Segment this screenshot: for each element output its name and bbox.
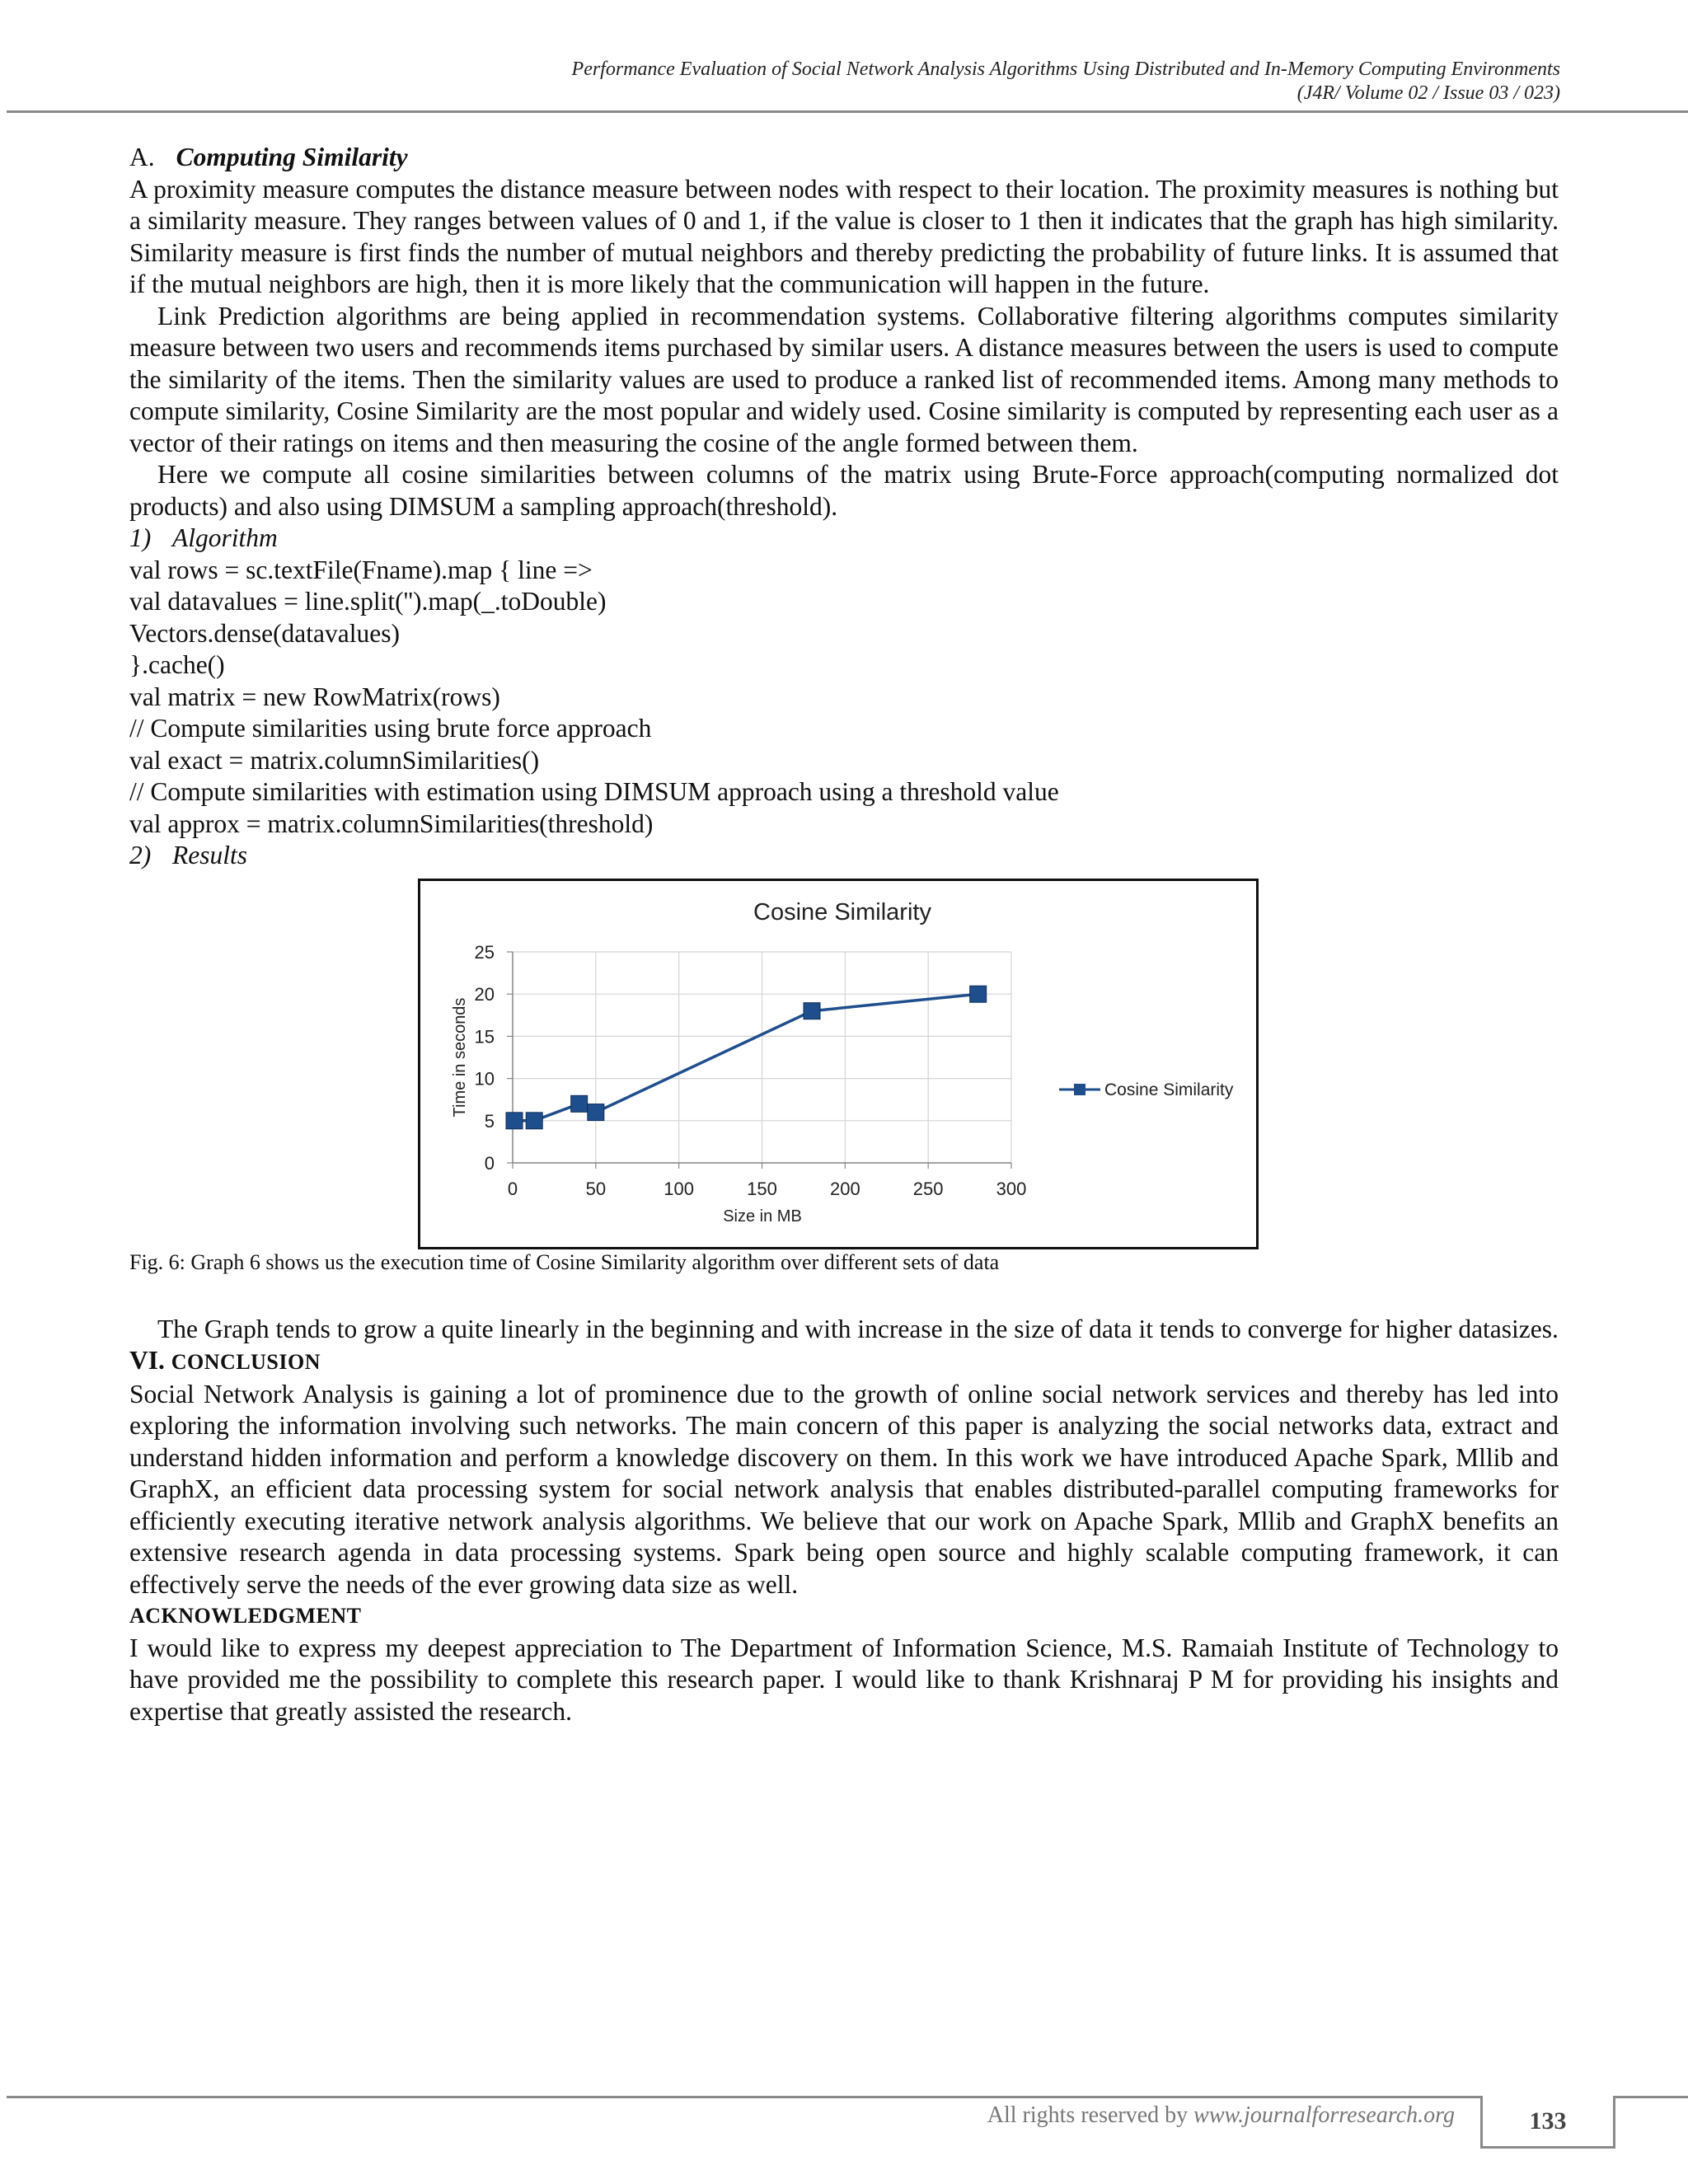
y-tick-label: 5	[484, 1110, 495, 1132]
chart-series	[506, 986, 987, 1129]
x-tick-label: 100	[663, 1178, 695, 1199]
acknowledgment-paragraph: I would like to express my deepest appreciation to The Department of Information Science, M.S. Ramaiah Institute of Technology to have provided me the possibility to complete this research paper. I would like to thank Krishnaraj P M for providing his insights and expertise that greatly assisted the research.	[129, 1633, 1559, 1726]
y-tick-label: 0	[484, 1152, 495, 1174]
code-line: Vectors.dense(datavalues)	[129, 618, 400, 648]
conclusion-number: VI.	[129, 1346, 165, 1375]
data-point	[970, 986, 987, 1002]
page-body	[129, 142, 1559, 1727]
x-axis-label: Size in MB	[723, 1207, 802, 1226]
code-line: val approx = matrix.columnSimilarities(threshold)	[129, 808, 654, 838]
page-number: 133	[1480, 2096, 1615, 2149]
conclusion-title: CONCLUSION	[171, 1350, 321, 1374]
code-line: // Compute similarities using brute force approach	[129, 714, 652, 743]
paragraph-brute-force: Here we compute all cosine similarities between columns of the matrix using Brute-Force approach(computing normalized dot products) and also using DIMSUM a sampling approach(threshold).	[129, 460, 1559, 521]
code-line: val matrix = new RowMatrix(rows)	[129, 682, 500, 711]
y-tick-label: 20	[474, 983, 495, 1005]
legend-marker	[1074, 1084, 1085, 1095]
footer-divider	[7, 2096, 1480, 2098]
acknowledgment-heading: ACKNOWLEDGMENT	[129, 1604, 362, 1628]
header-issue: (J4R/ Volume 02 / Issue 03 / 023)	[1296, 82, 1560, 104]
y-tick-label: 25	[474, 941, 495, 963]
legend-label: Cosine Similarity	[1104, 1080, 1234, 1099]
x-tick-label: 0	[507, 1178, 518, 1199]
chart-title: Cosine Similarity	[753, 898, 931, 926]
conclusion-heading	[129, 1345, 1559, 1379]
footer-url[interactable]: www.journalforresearch.org	[1193, 2102, 1455, 2128]
data-point	[588, 1104, 604, 1120]
chart-legend	[1059, 1080, 1234, 1099]
code-line: val exact = matrix.columnSimilarities()	[129, 745, 540, 775]
results-heading	[129, 840, 1559, 872]
subsection-label: A.	[129, 143, 155, 171]
data-point	[526, 1112, 542, 1128]
y-tick-label: 10	[474, 1068, 495, 1090]
code-line: // Compute similarities with estimation using DIMSUM approach using a threshold value	[129, 777, 1059, 806]
cosine-similarity-chart	[418, 879, 1259, 1249]
subsection-heading	[129, 142, 1559, 174]
footer-rights	[824, 2102, 1455, 2130]
header-divider	[7, 110, 1688, 113]
x-tick-label: 300	[996, 1178, 1027, 1199]
code-line: }.cache()	[129, 650, 225, 679]
paragraph-proximity: A proximity measure computes the distance measure between nodes with respect to their location. The proximity measures is nothing but a similarity measure. They ranges between values of 0 and 1, if the value is closer to 1 then it indicates that the graph has high similarity. Similarity measure is first finds the number of mutual neighbors and thereby predicting the probability of future links. It is assumed that if the mutual neighbors are high, then it is more likely that the communication will happen in the future.	[129, 174, 1559, 298]
figure-caption: Fig. 6: Graph 6 shows us the execution time of Cosine Similarity algorithm over different sets of data	[129, 1249, 1000, 1274]
footer-divider-right	[1615, 2096, 1688, 2098]
data-point	[506, 1112, 523, 1128]
results-number: 2)	[129, 841, 152, 869]
code-line: val rows = sc.textFile(Fname).map { line =>	[129, 555, 593, 584]
header-title: Performance Evaluation of Social Network Analysis Algorithms Using Distributed and In-Memory Computing Environments	[571, 59, 1560, 80]
code-line: val datavalues = line.split('').map(_.toDouble)	[129, 587, 607, 616]
running-header	[0, 58, 1560, 105]
chart-svg	[420, 881, 1256, 1247]
chart-grid	[513, 952, 1011, 1163]
y-axis-label: Time in seconds	[451, 997, 469, 1117]
x-tick-label: 150	[747, 1178, 777, 1199]
y-tick-label: 15	[474, 1025, 495, 1047]
data-point	[804, 1002, 820, 1019]
code-block	[129, 555, 1559, 841]
subsection-title: Computing Similarity	[176, 143, 408, 171]
algorithm-number: 1)	[129, 523, 152, 552]
conclusion-paragraph: Social Network Analysis is gaining a lot of prominence due to the growth of online social network services and thereby has led into exploring the information involving such networks. The main concern of this paper is analyzing the social networks data, extract and understand hidden information and perform a knowledge discovery on them. In this work we have introduced Apache Spark, Mllib and GraphX, an efficient data processing system for social network analysis that enables distributed-parallel computing frameworks for efficiently executing iterative network analysis algorithms. We believe that our work on Apache Spark, Mllib and GraphX benefits an extensive research agenda in data processing systems. Spark being open source and highly scalable computing framework, it can effectively serve the needs of the ever growing data size as well.	[129, 1379, 1559, 1599]
x-tick-label: 250	[912, 1178, 944, 1199]
chart-tick-labels	[475, 942, 1027, 1199]
algorithm-title: Algorithm	[172, 523, 278, 552]
footer-rights-text: All rights reserved by	[987, 2102, 1189, 2128]
x-tick-label: 200	[829, 1178, 860, 1199]
paragraph-graph-trend: The Graph tends to grow a quite linearly in the beginning and with increase in the size of data it tends to converge for higher datasizes.	[157, 1314, 1559, 1343]
x-tick-label: 50	[585, 1178, 607, 1199]
algorithm-heading	[129, 523, 1559, 555]
results-title: Results	[172, 841, 247, 869]
data-point	[571, 1095, 588, 1112]
paragraph-link-prediction: Link Prediction algorithms are being applied in recommendation systems. Collaborative filtering algorithms computes similarity measure between two users and recommends items purchased by similar users. A distance measures between the users is used to compute the similarity of the items. Then the similarity values are used to produce a ranked list of recommended items. Among many methods to compute similarity, Cosine Similarity are the most popular and widely used. Cosine similarity is computed by representing each user as a vector of their ratings on items and then measuring the cosine of the angle formed between them.	[129, 301, 1559, 457]
